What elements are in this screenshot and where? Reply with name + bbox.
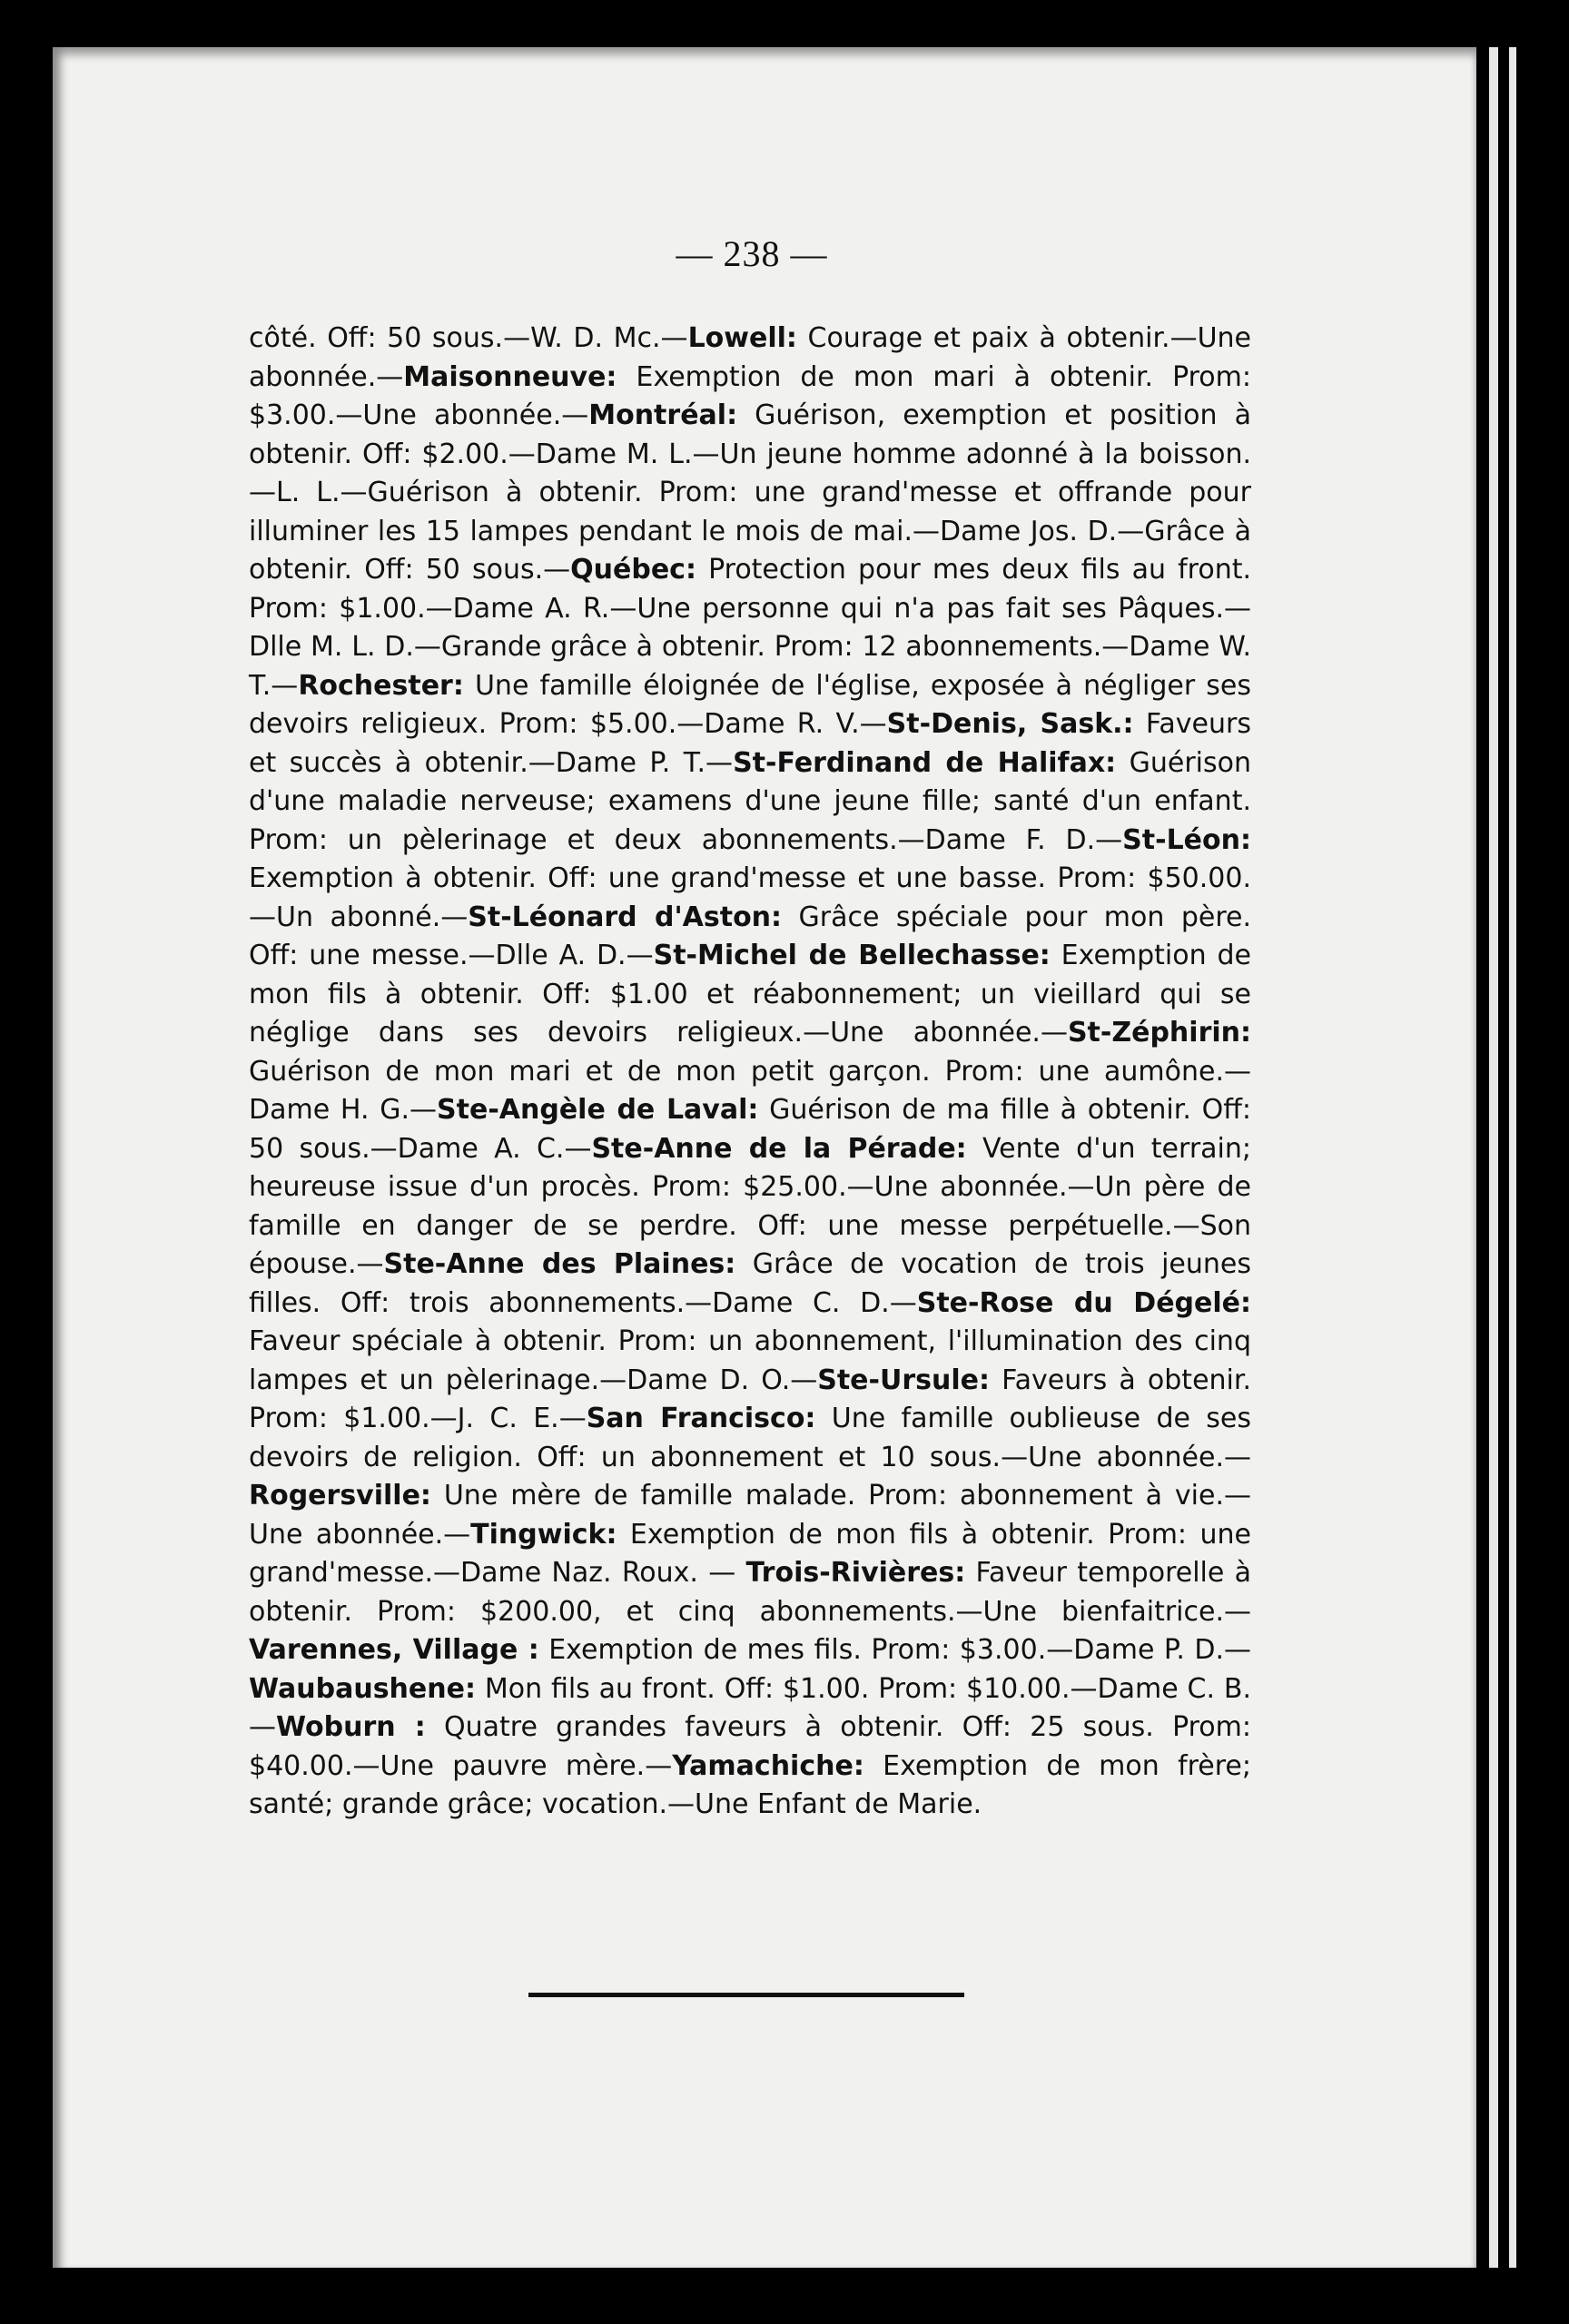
place-name: St-Michel de Bellechasse: (653, 940, 1051, 971)
place-name: St-Denis, Sask.: (886, 708, 1134, 740)
place-name: Rogersville: (249, 1480, 431, 1512)
request-text: Exemption de mon fils à obtenir. Prom: une grand'messe.—Dame Naz. Roux. — (249, 1518, 1251, 1589)
request-text: Guérison d'une maladie nerveuse; examens d'une jeune fille; santé d'un enfant. Prom: un pèlerinage et deux abonnements.—Dame F. D.— (249, 746, 1252, 856)
request-text: Une famille éloignée de l'église, exposée à négliger ses devoirs religieux. Prom: $5.00.—Dame R. V.— (249, 669, 1251, 740)
place-name: Varennes, Village : (249, 1634, 539, 1666)
page-gutter (1476, 47, 1489, 2268)
place-name: Woburn : (276, 1711, 426, 1743)
place-name: St-Léonard d'Aston: (468, 901, 783, 933)
place-name: Maisonneuve: (403, 360, 617, 393)
place-name: Montréal: (588, 399, 738, 431)
place-name: Ste-Anne de la Pérade: (591, 1132, 967, 1165)
place-name: St-Zéphirin: (1067, 1017, 1251, 1049)
request-text: Exemption de mon frère; santé; grande grâce; vocation.—Une Enfant de Marie. (249, 1749, 1251, 1820)
request-text: Une famille oublieuse de ses devoirs de religion. Off: un abonnement et 10 sous.—Une abonnée.— (249, 1403, 1252, 1473)
request-text: Guérison de ma fille à obtenir. Off: 50 sous.—Dame A. C.— (249, 1094, 1252, 1165)
request-text: Vente d'un terrain; heureuse issue d'un procès. Prom: $25.00.—Une abonnée.—Un père de famille en danger de se perdre. Off: une messe perpétuelle.—Son épouse.— (249, 1132, 1251, 1280)
request-text: Grâce de vocation de trois jeunes filles. Off: trois abonnements.—Dame C. D.— (249, 1248, 1252, 1319)
request-text: Exemption à obtenir. Off: une grand'messe et une basse. Prom: $50.00.—Un abonné.— (249, 862, 1251, 933)
request-text: Faveur temporelle à obtenir. Prom: $200.00, et cinq abonnements.—Une bienfaitrice.— (249, 1557, 1251, 1628)
next-page-edge (1489, 47, 1498, 2268)
place-name: Trois-Rivières: (745, 1557, 966, 1589)
place-name: Ste-Angèle de Laval: (437, 1094, 759, 1126)
request-text: Guérison de mon mari et de mon petit garçon. Prom: une aumône.—Dame H. G.— (249, 1055, 1251, 1126)
place-name: St-Ferdinand de Halifax: (733, 746, 1117, 779)
place-name: Tingwick: (470, 1518, 617, 1551)
request-text: Mon fils au front. Off: $1.00. Prom: $10.00.—Dame C. B.— (249, 1672, 1251, 1743)
section-divider (528, 1993, 964, 1997)
page-number: — 238 — (676, 233, 828, 274)
request-text: Exemption de mon mari à obtenir. Prom: $3.00.—Une abonnée.— (249, 360, 1251, 431)
request-text: Courage et paix à obtenir.—Une abonnée.— (249, 322, 1251, 393)
place-name: San Francisco: (586, 1403, 816, 1434)
place-name: Lowell: (687, 322, 797, 354)
request-text: Protection pour mes deux fils au front. Prom: $1.00.—Dame A. R.—Une personne qui n'a pas fait ses Pâques.—Dlle M. L. D.—Grande grâce à obtenir. Prom: 12 abonnements.—Dame W. T.— (249, 554, 1252, 702)
place-name: Québec: (570, 554, 696, 586)
request-text: Grâce spéciale pour mon père. Off: une messe.—Dlle A. D.— (249, 901, 1252, 971)
place-name: Ste-Ursule: (817, 1364, 990, 1396)
request-text: côté. Off: 50 sous.—W. D. Mc.— (249, 322, 688, 354)
place-name: Ste-Rose du Dégelé: (916, 1286, 1252, 1319)
place-name: Rochester: (298, 669, 464, 702)
request-text: Quatre grandes faveurs à obtenir. Off: 25 sous. Prom: $40.00.—Une pauvre mère.— (249, 1711, 1251, 1782)
place-name: Ste-Anne des Plaines: (383, 1248, 736, 1280)
place-name: Waubaushene: (249, 1672, 476, 1705)
request-text: Une mère de famille malade. Prom: abonnement à vie.—Une abonnée.— (249, 1480, 1251, 1551)
place-name: St-Léon: (1122, 823, 1251, 856)
request-text: Faveur spéciale à obtenir. Prom: un abonnement, l'illumination des cinq lampes et un pèlerinage.—Dame D. O.— (249, 1325, 1251, 1396)
request-text: Guérison, exemption et position à obtenir. Off: $2.00.—Dame M. L.—Un jeune homme adonné à la boisson.—L. L.—Guérison à obtenir. Prom: une grand'messe et offrande pour illuminer les 15 lampes pendant le mois de mai.—Dame Jos. D.—Grâce à obtenir. Off: 50 sous.— (249, 399, 1251, 586)
request-text: Exemption de mon fils à obtenir. Off: $1.00 et réabonnement; un vieillard qui se néglige dans ses devoirs religieux.—Une abonnée.— (249, 940, 1251, 1049)
body-text (249, 320, 1251, 1825)
next-page-edge (1509, 47, 1516, 2268)
request-text: Exemption de mes fils. Prom: $3.00.—Dame P. D.— (538, 1634, 1251, 1666)
request-text: Faveurs et succès à obtenir.—Dame P. T.— (249, 708, 1251, 779)
request-text: Faveurs à obtenir. Prom: $1.00.—J. C. E.— (249, 1364, 1251, 1434)
place-name: Yamachiche: (672, 1749, 864, 1782)
